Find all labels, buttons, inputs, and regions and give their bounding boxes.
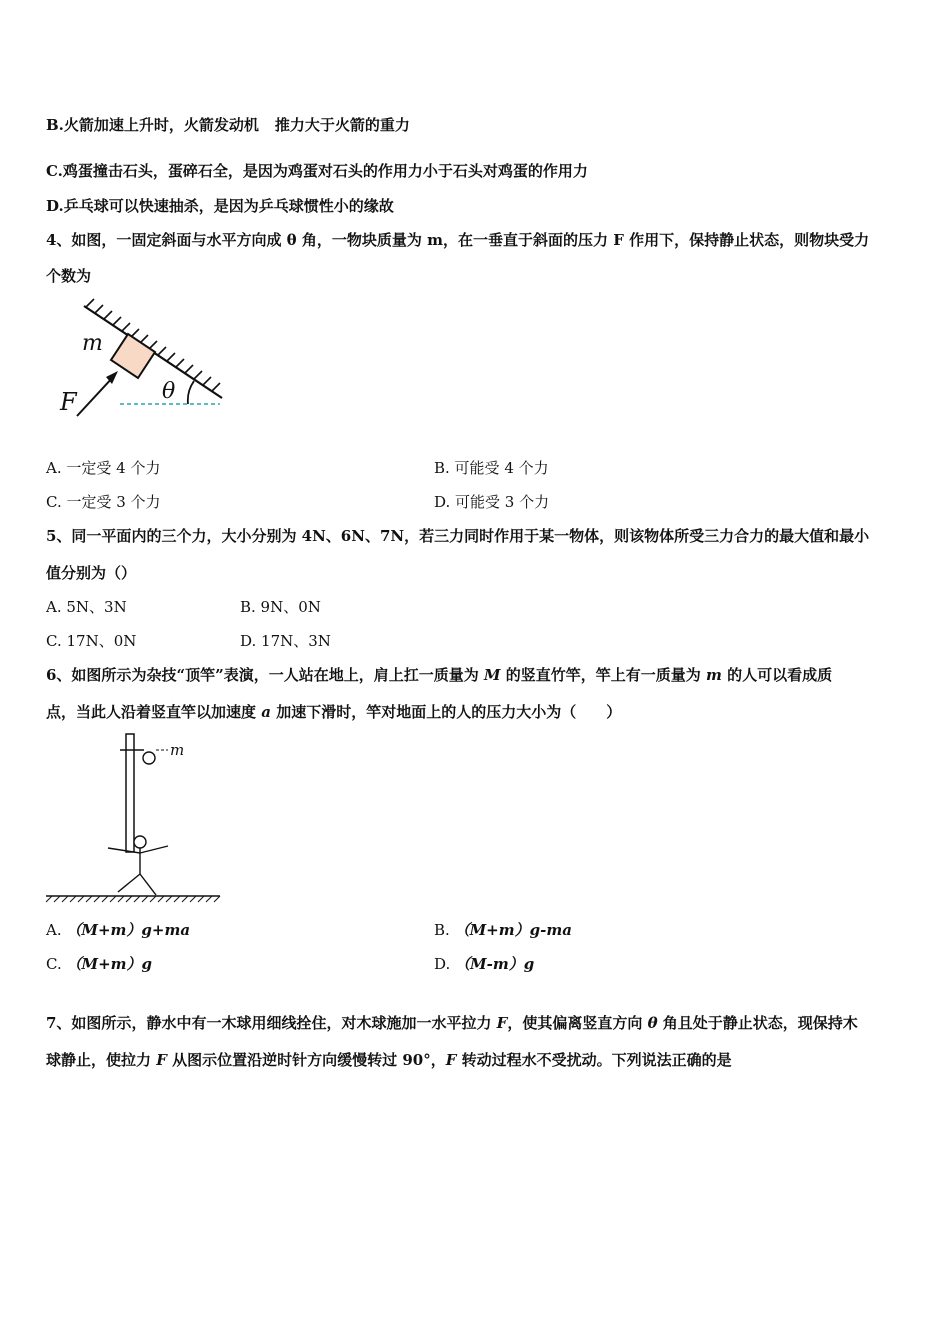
q4-stem-line-2: 个数为: [46, 267, 92, 285]
q5-stem-line-2: 值分别为（）: [46, 564, 137, 582]
q6-climber-head: [143, 752, 155, 764]
q3-option-d-text: 乒乓球可以快速抽杀，是因为乒乓球惯性小的缘故: [63, 197, 394, 215]
q3-option-d: [46, 196, 394, 216]
q4-label-m: m: [82, 331, 103, 356]
q3-option-d-letter: D.: [46, 197, 64, 215]
q6-stem-text-1b: 的竖直竹竿，竿上有一质量为: [500, 666, 706, 684]
q4-option-c[interactable]: C. 一定受 3 个力: [46, 493, 161, 511]
q7-stem-text-1a: 7、如图所示，静水中有一木球用细线拴住，对木球施加一水平拉力: [46, 1014, 497, 1032]
q6-option-a-letter: A.: [46, 921, 67, 939]
q3-option-c-text: 鸡蛋撞击石头，蛋碎石全，是因为鸡蛋对石头的作用力小于石头对鸡蛋的作用力: [62, 162, 588, 180]
q6-stem-line-2: [46, 702, 621, 722]
q4-stem-line-1: 4、如图，一固定斜面与水平方向成 θ 角，一物块质量为 m，在一垂直于斜面的压力 F 作用下，保持静止状态，则物块受力: [46, 231, 870, 249]
q6-option-a-expr: （M+m）g+ma: [66, 921, 191, 939]
q6-stem-line-1: [46, 665, 832, 685]
q6-option-d-letter: D.: [434, 955, 456, 973]
q6-stem-text-1a: 6、如图所示为杂技“顶竿”表演，一人站在地上，肩上扛一质量为: [46, 666, 484, 684]
q3-option-b-text-2: 推力大于火箭的重力: [274, 116, 410, 134]
q6-label-m: m: [170, 741, 185, 759]
q6-option-c[interactable]: [46, 954, 152, 974]
q7-var-f: F: [496, 1014, 508, 1032]
q4-option-b[interactable]: B. 可能受 4 个力: [434, 459, 549, 477]
q6-option-d[interactable]: [434, 954, 534, 974]
q6-stem-text-2a: 点，当此人沿着竖直竿以加速度: [46, 703, 262, 721]
q6-stem-text-2b: 加速下滑时，竿对地面上的人的压力大小为（ ）: [270, 703, 622, 721]
q7-stem-text-2a: 球静止，使拉力: [46, 1051, 157, 1069]
q7-stem-text-1b: ，使其偏离竖直方向: [507, 1014, 648, 1032]
q4-option-a[interactable]: A. 一定受 4 个力: [46, 459, 161, 477]
q6-option-c-letter: C.: [46, 955, 67, 973]
q7-stem-text-2b: 从图示位置沿逆时针方向缓慢转过 90°，: [166, 1051, 446, 1069]
q6-option-b-letter: B.: [434, 921, 455, 939]
q7-var-theta: θ: [647, 1014, 658, 1032]
q7-stem-line-2: [46, 1050, 732, 1070]
q6-option-a[interactable]: [46, 920, 190, 940]
q3-option-b: [46, 115, 410, 135]
q5-option-d[interactable]: D. 17N、3N: [240, 632, 331, 650]
q3-option-b-letter: B.: [46, 116, 64, 134]
q6-option-d-expr: （M-m）g: [455, 955, 535, 973]
q7-stem-line-1: [46, 1013, 858, 1033]
q6-option-b-expr: （M+m）g-ma: [454, 921, 572, 939]
q7-var-f-2: F: [156, 1051, 167, 1069]
q6-var-small-m: m: [705, 666, 722, 684]
q4-incline-figure: [50, 298, 240, 426]
q3-option-c: [46, 161, 588, 181]
q7-var-f-3: F: [445, 1051, 457, 1069]
q5-option-a[interactable]: A. 5N、3N: [46, 598, 127, 616]
q6-pole-figure: [44, 732, 234, 908]
q5-option-c[interactable]: C. 17N、0N: [46, 632, 137, 650]
q6-option-c-expr: （M+m）g: [66, 955, 153, 973]
q3-option-b-text-1: 火箭加速上升时，火箭发动机: [63, 116, 259, 134]
q6-var-a: a: [261, 703, 271, 721]
q6-option-b[interactable]: [434, 920, 572, 940]
q6-pole: [126, 734, 134, 852]
q7-stem-text-1c: 角且处于静止状态，现保持木: [657, 1014, 858, 1032]
q4-label-theta: θ: [162, 379, 176, 404]
q7-stem-text-2c: 转动过程水不受扰动。下列说法正确的是: [456, 1051, 732, 1069]
q4-option-d[interactable]: D. 可能受 3 个力: [434, 493, 550, 511]
q6-person-head: [134, 836, 146, 848]
q3-option-c-letter: C.: [46, 162, 63, 180]
q4-label-f: F: [60, 388, 77, 416]
q5-option-b[interactable]: B. 9N、0N: [240, 598, 321, 616]
q6-var-big-m: M: [483, 666, 501, 684]
q5-stem-line-1: 5、同一平面内的三个力，大小分别为 4N、6N、7N，若三力同时作用于某一物体，则该物体所受三力合力的最大值和最小: [46, 527, 870, 545]
q6-stem-text-1c: 的人可以看成质: [721, 666, 833, 684]
